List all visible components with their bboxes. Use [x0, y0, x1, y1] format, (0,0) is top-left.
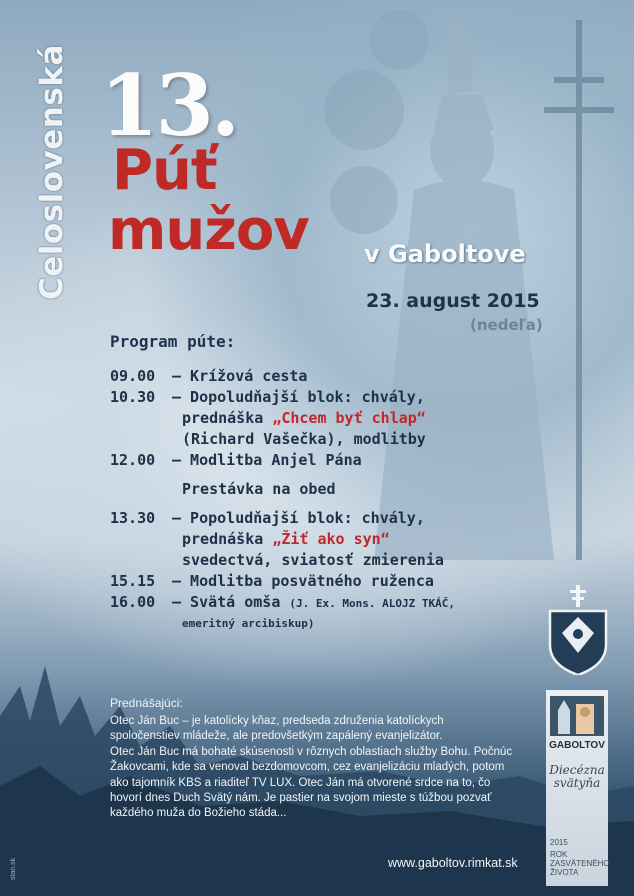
talk-title-2: „Žiť ako syn“ [272, 530, 390, 548]
saint-statue-image [304, 0, 634, 560]
speakers-bio [110, 714, 515, 822]
program-text: svedectvá, sviatosť zmierenia [182, 551, 444, 569]
shrine-badge [546, 690, 608, 886]
bio-paragraph: Otec Ján Buc má bohaté skúsenosti v rôznych oblastiach služby Bohu. Počnúc Žakovcami, kde sa venoval bezdomovcom, cez evanjelizáciu mladých, potom ako tajomník KBS a riaditeľ TV LUX. Otec Ján má otvorené srdce na to, čo hovorí dnes Duch Svätý nám. Je pastier na svojom mieste s túžbou pozvať každého muža do Božieho stáda... [110, 745, 513, 820]
program-note: emeritný arcibiskup) [182, 617, 315, 630]
website-link[interactable]: www.gaboltov.rimkat.sk [388, 856, 518, 870]
badge-year: 2015 [550, 838, 568, 847]
badge-diocese: Diecézna svätyňa [549, 763, 605, 790]
program-time: 16.00 [110, 593, 156, 611]
program-text: prednáška „Žiť ako syn“ [182, 530, 390, 548]
edition-number: 13. [100, 56, 238, 155]
location-label: v Gaboltove [364, 240, 526, 268]
program-text: Prestávka na obed [182, 480, 336, 498]
program-time: 09.00 [110, 367, 156, 385]
program-time: 12.00 [110, 451, 156, 469]
program-text: – Dopoludňajší blok: chvály, [172, 388, 425, 406]
speakers-heading: Prednášajúci: [110, 696, 183, 710]
program-text: – Svätá omša (J. Ex. Mons. ALOJZ TKÁČ, [172, 593, 455, 611]
program-text: – Krížová cesta [172, 367, 308, 385]
program-time: 13.30 [110, 509, 156, 527]
event-date: 23. august 2015 [366, 290, 540, 312]
church-icon [550, 696, 604, 736]
program-text: prednáška „Chcem byť chlap“ [182, 409, 426, 427]
program-text: – Modlitba posvätného ruženca [172, 572, 434, 590]
gaboltov-coat-of-arms-icon [546, 585, 610, 675]
bio-paragraph: Otec Ján Buc – je katolícky kňaz, predseda združenia katolíckych spoločenstiev mládeže, ale predovšetkým zapálený evanjelizátor. [110, 715, 444, 743]
program-time: 10.30 [110, 388, 156, 406]
title-line2: mužov [108, 198, 309, 263]
program-time: 15.15 [110, 572, 156, 590]
badge-title: GABOLTOV [549, 740, 605, 751]
title-line1: Púť [112, 138, 217, 203]
program-text: – Popoludňajší blok: chvály, [172, 509, 425, 527]
program-text: (Richard Vašečka), modlitby [182, 430, 426, 448]
vertical-title: Celoslovenská [34, 44, 70, 300]
program-heading: Program púte: [110, 332, 236, 351]
program-note: (J. Ex. Mons. ALOJZ TKÁČ, [289, 597, 455, 610]
program-text: – Modlitba Anjel Pána [172, 451, 362, 469]
talk-title-1: „Chcem byť chlap“ [272, 409, 426, 427]
event-weekday: (nedeľa) [470, 316, 543, 334]
design-credit: stan.sk [10, 857, 17, 880]
badge-rok: ROK ZASVÄTENÉHO ŽIVOTA [550, 850, 610, 877]
